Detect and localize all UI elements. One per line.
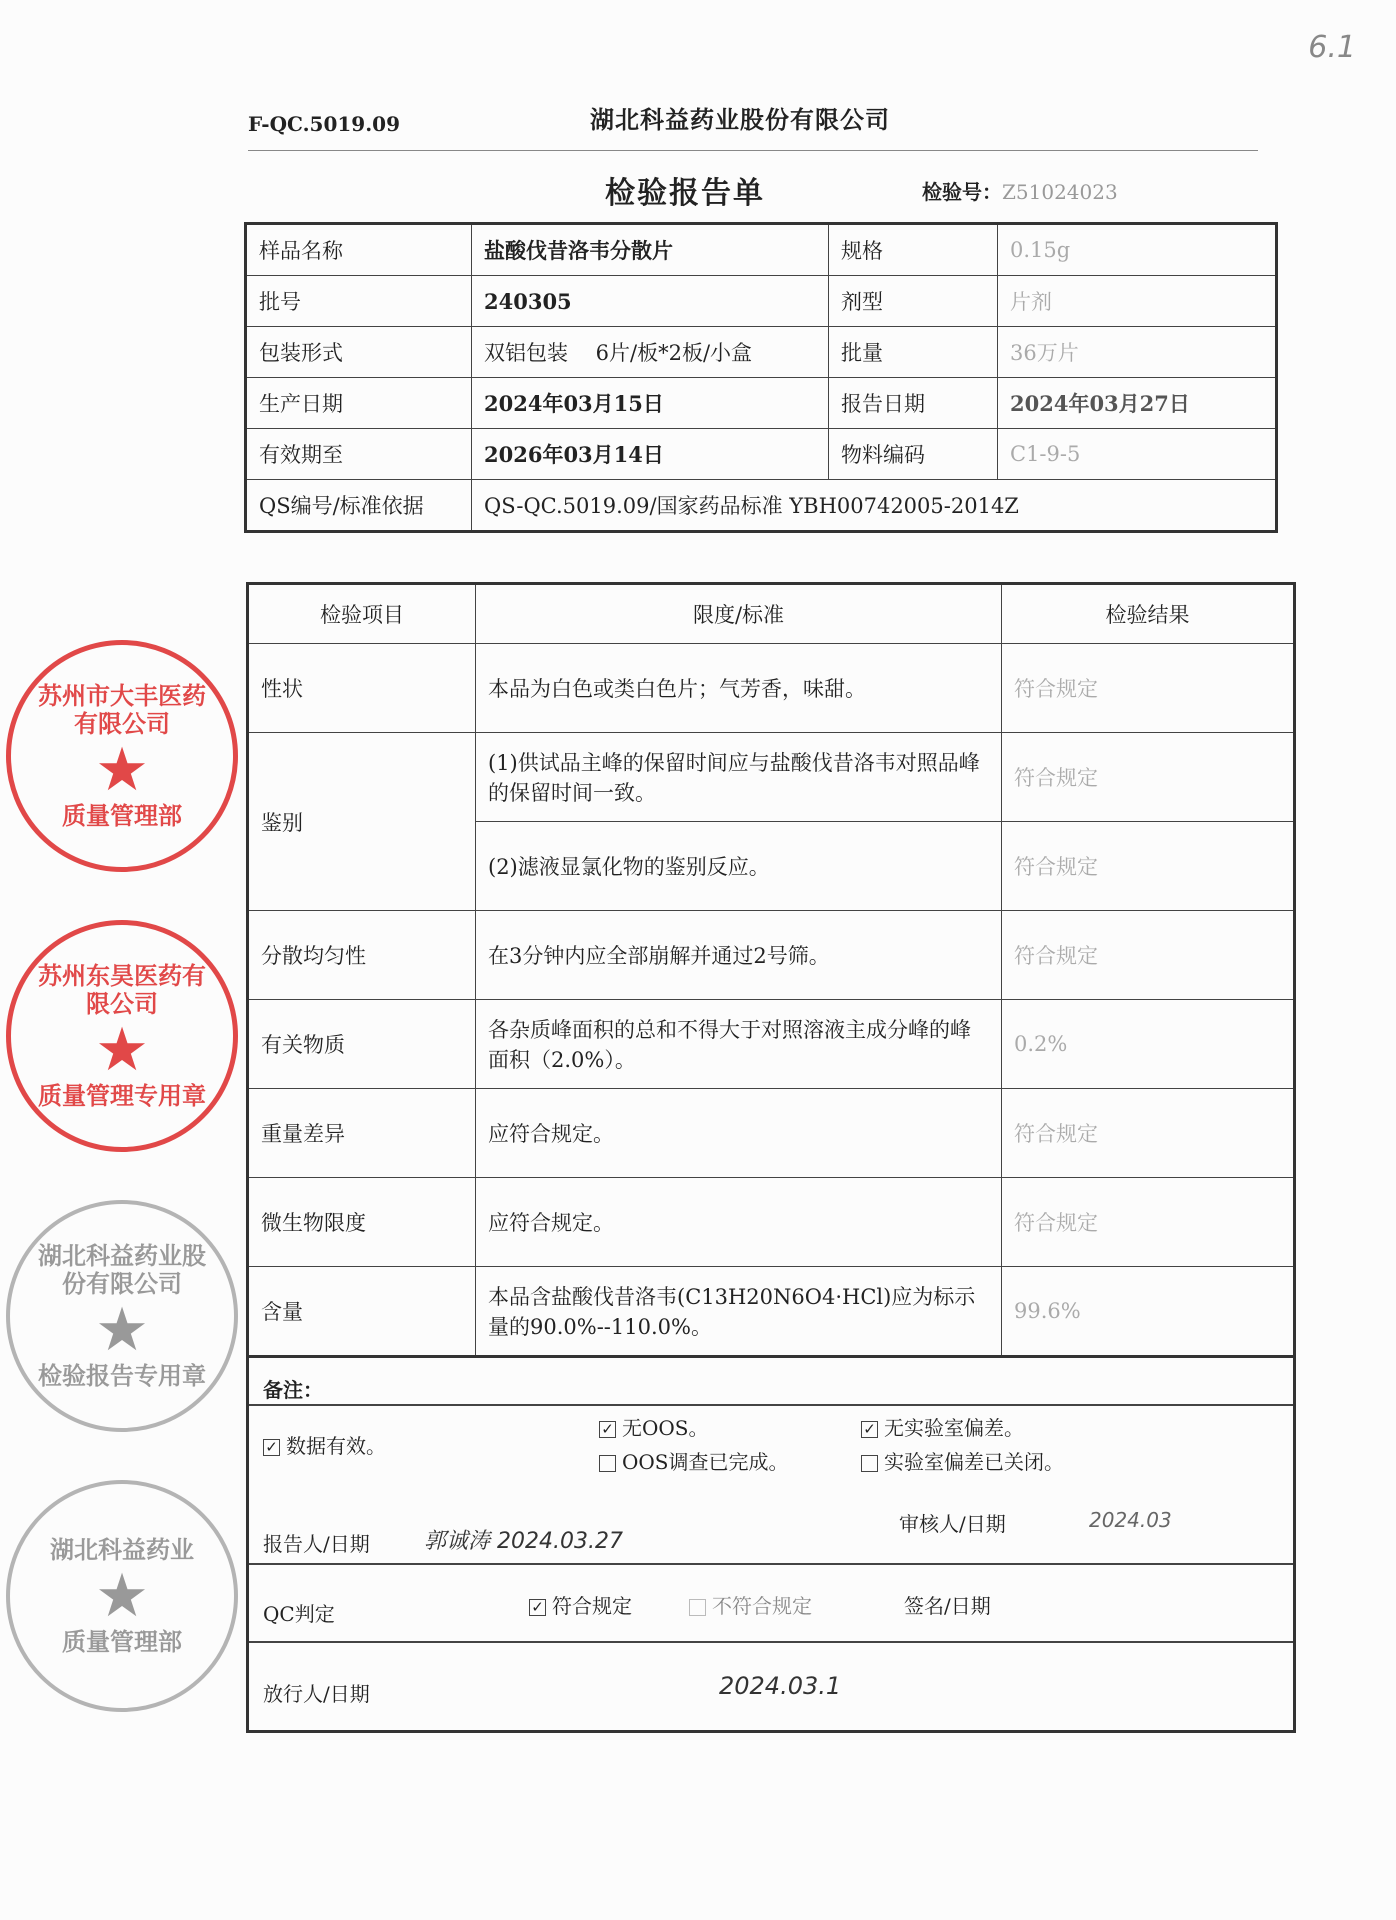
- release-signature: 2024.03.1: [719, 1672, 842, 1700]
- test-result: 99.6%: [1002, 1267, 1295, 1357]
- stamp-ring-text: 苏州东昊医药有限公司: [38, 961, 206, 1018]
- label: 有效期至: [246, 429, 472, 480]
- test-result: 符合规定: [1002, 733, 1295, 822]
- test-item: 微生物限度: [248, 1178, 476, 1267]
- report-seal-stamp: [6, 1200, 238, 1432]
- label: 生产日期: [246, 378, 472, 429]
- material-code: C1-9-5: [998, 429, 1277, 480]
- qc-judgement-label: QC判定: [263, 1602, 335, 1626]
- stamp-bottom-text: 质量管理部: [62, 1627, 182, 1656]
- label: 物料编码: [829, 429, 998, 480]
- column-header: 限度/标准: [476, 584, 1002, 644]
- stamp-bottom-text: 质量管理部: [62, 801, 182, 830]
- reviewer-label: 审核人/日期: [899, 1512, 1006, 1536]
- checkbox-label: 无实验室偏差。: [884, 1416, 1024, 1440]
- table-row: [246, 327, 1277, 378]
- test-result: 符合规定: [1002, 644, 1295, 733]
- checkbox-checked-icon: ✓: [263, 1439, 280, 1456]
- test-standard: 应符合规定。: [476, 1178, 1002, 1267]
- test-result: 符合规定: [1002, 911, 1295, 1000]
- label: 报告日期: [829, 378, 998, 429]
- release-label: 放行人/日期: [263, 1682, 370, 1706]
- header-divider: [248, 150, 1258, 151]
- table-row: [246, 378, 1277, 429]
- report-title: 检验报告单: [605, 176, 765, 211]
- stamp-ring-text: 湖北科益药业股份有限公司: [38, 1241, 206, 1298]
- remarks-section: [246, 1358, 1296, 1733]
- deviation-done-check[interactable]: [861, 1446, 1064, 1475]
- checkbox-icon: [599, 1455, 616, 1472]
- packaging: 双铝包装 6片/板*2板/小盒: [472, 327, 829, 378]
- checkbox-label: OOS调查已完成。: [622, 1450, 789, 1474]
- test-standard: (2)滤液显氯化物的鉴别反应。: [476, 822, 1002, 911]
- column-header: 检验结果: [1002, 584, 1295, 644]
- batch: 240305: [472, 276, 829, 327]
- star-icon: ★: [95, 1295, 149, 1365]
- no-deviation-check[interactable]: [861, 1412, 1024, 1441]
- test-item: 性状: [248, 644, 476, 733]
- report-date: 2024年03月27日: [998, 378, 1277, 429]
- star-icon: ★: [95, 735, 149, 805]
- checkbox-label: 数据有效。: [286, 1434, 386, 1458]
- qc-fail-check[interactable]: [689, 1590, 812, 1619]
- quality-dept-stamp-grey: [6, 1480, 238, 1712]
- table-header: [248, 584, 1295, 644]
- test-standard: (1)供试品主峰的保留时间应与盐酸伐昔洛韦对照品峰的保留时间一致。: [476, 733, 1002, 822]
- test-standard: 在3分钟内应全部崩解并通过2号筛。: [476, 911, 1002, 1000]
- label: 批量: [829, 327, 998, 378]
- table-row: [246, 224, 1277, 276]
- star-icon: ★: [95, 1561, 149, 1631]
- mfg-date: 2024年03月15日: [472, 378, 829, 429]
- star-icon: ★: [95, 1015, 149, 1085]
- sign-date-label: 签名/日期: [904, 1594, 991, 1618]
- spec: 0.15g: [998, 224, 1277, 276]
- test-standard: 本品含盐酸伐昔洛韦(C13H20N6O4·HCl)应为标示量的90.0%--110.0%。: [476, 1267, 1002, 1357]
- table-row: [248, 911, 1295, 1000]
- label: 包装形式: [246, 327, 472, 378]
- standard: QS-QC.5019.09/国家药品标准 YBH00742005-2014Z: [472, 480, 1277, 532]
- qc-pass-check[interactable]: [529, 1590, 632, 1619]
- test-item: 鉴别: [248, 733, 476, 911]
- label: 规格: [829, 224, 998, 276]
- batch-size: 36万片: [998, 327, 1277, 378]
- test-result: 符合规定: [1002, 1089, 1295, 1178]
- company-name: 湖北科益药业股份有限公司: [590, 105, 890, 134]
- test-result: 0.2%: [1002, 1000, 1295, 1089]
- checkbox-icon: [861, 1455, 878, 1472]
- stamp-bottom-text: 检验报告专用章: [38, 1361, 206, 1390]
- label: 样品名称: [246, 224, 472, 276]
- checkbox-checked-icon: ✓: [529, 1599, 546, 1616]
- sample-info-table: [244, 222, 1278, 533]
- table-row: [248, 1267, 1295, 1357]
- checkbox-checked-icon: ✓: [599, 1421, 616, 1438]
- label: 批号: [246, 276, 472, 327]
- dosage-form: 片剂: [998, 276, 1277, 327]
- reporter-label: 报告人/日期: [263, 1532, 370, 1556]
- label: QS编号/标准依据: [246, 480, 472, 532]
- stamp-bottom-text: 质量管理专用章: [38, 1081, 206, 1110]
- oos-done-check[interactable]: [599, 1446, 789, 1475]
- checkbox-icon: [689, 1599, 706, 1616]
- test-standard: 本品为白色或类白色片；气芳香，味甜。: [476, 644, 1002, 733]
- corner-note: 6.1: [1308, 30, 1356, 65]
- table-row: [248, 644, 1295, 733]
- test-standard: 各杂质峰面积的总和不得大于对照溶液主成分峰的峰面积（2.0%）。: [476, 1000, 1002, 1089]
- table-row: [248, 1178, 1295, 1267]
- table-row: [246, 480, 1277, 532]
- test-item: 分散均匀性: [248, 911, 476, 1000]
- checkbox-checked-icon: ✓: [861, 1421, 878, 1438]
- test-item: 重量差异: [248, 1089, 476, 1178]
- table-row: [248, 1000, 1295, 1089]
- stamp-ring-text: 湖北科益药业: [50, 1535, 194, 1564]
- report-number-value: Z51024023: [1002, 180, 1118, 204]
- checkbox-label: 无OOS。: [622, 1416, 709, 1440]
- stamp-ring-text: 苏州市大丰医药有限公司: [38, 681, 206, 738]
- checkbox-label: 实验室偏差已关闭。: [884, 1450, 1064, 1474]
- report-number-label: 检验号：: [922, 180, 1002, 204]
- table-row: [246, 276, 1277, 327]
- checkbox-label: 不符合规定: [712, 1594, 812, 1618]
- reviewer-signature: 2024.03: [1089, 1508, 1172, 1532]
- test-result: 符合规定: [1002, 822, 1295, 911]
- test-item: 含量: [248, 1267, 476, 1357]
- test-result: 符合规定: [1002, 1178, 1295, 1267]
- test-item: 有关物质: [248, 1000, 476, 1089]
- report-number: [922, 176, 1118, 205]
- table-row: [246, 429, 1277, 480]
- checkbox-label: 符合规定: [552, 1594, 632, 1618]
- sample-name: 盐酸伐昔洛韦分散片: [472, 224, 829, 276]
- label: 剂型: [829, 276, 998, 327]
- table-row: [248, 733, 1295, 822]
- data-valid-check[interactable]: [263, 1430, 386, 1459]
- test-standard: 应符合规定。: [476, 1089, 1002, 1178]
- form-number: F-QC.5019.09: [248, 112, 401, 136]
- donghao-pharma-stamp: [6, 920, 238, 1152]
- no-oos-check[interactable]: [599, 1412, 709, 1441]
- expiry-date: 2026年03月14日: [472, 429, 829, 480]
- remarks-label: 备注：: [263, 1378, 323, 1402]
- reporter-signature: 郭诚涛 2024.03.27: [424, 1529, 623, 1554]
- column-header: 检验项目: [248, 584, 476, 644]
- table-row: [248, 1089, 1295, 1178]
- dafeng-pharma-stamp: [6, 640, 238, 872]
- test-results-table: [246, 582, 1296, 1358]
